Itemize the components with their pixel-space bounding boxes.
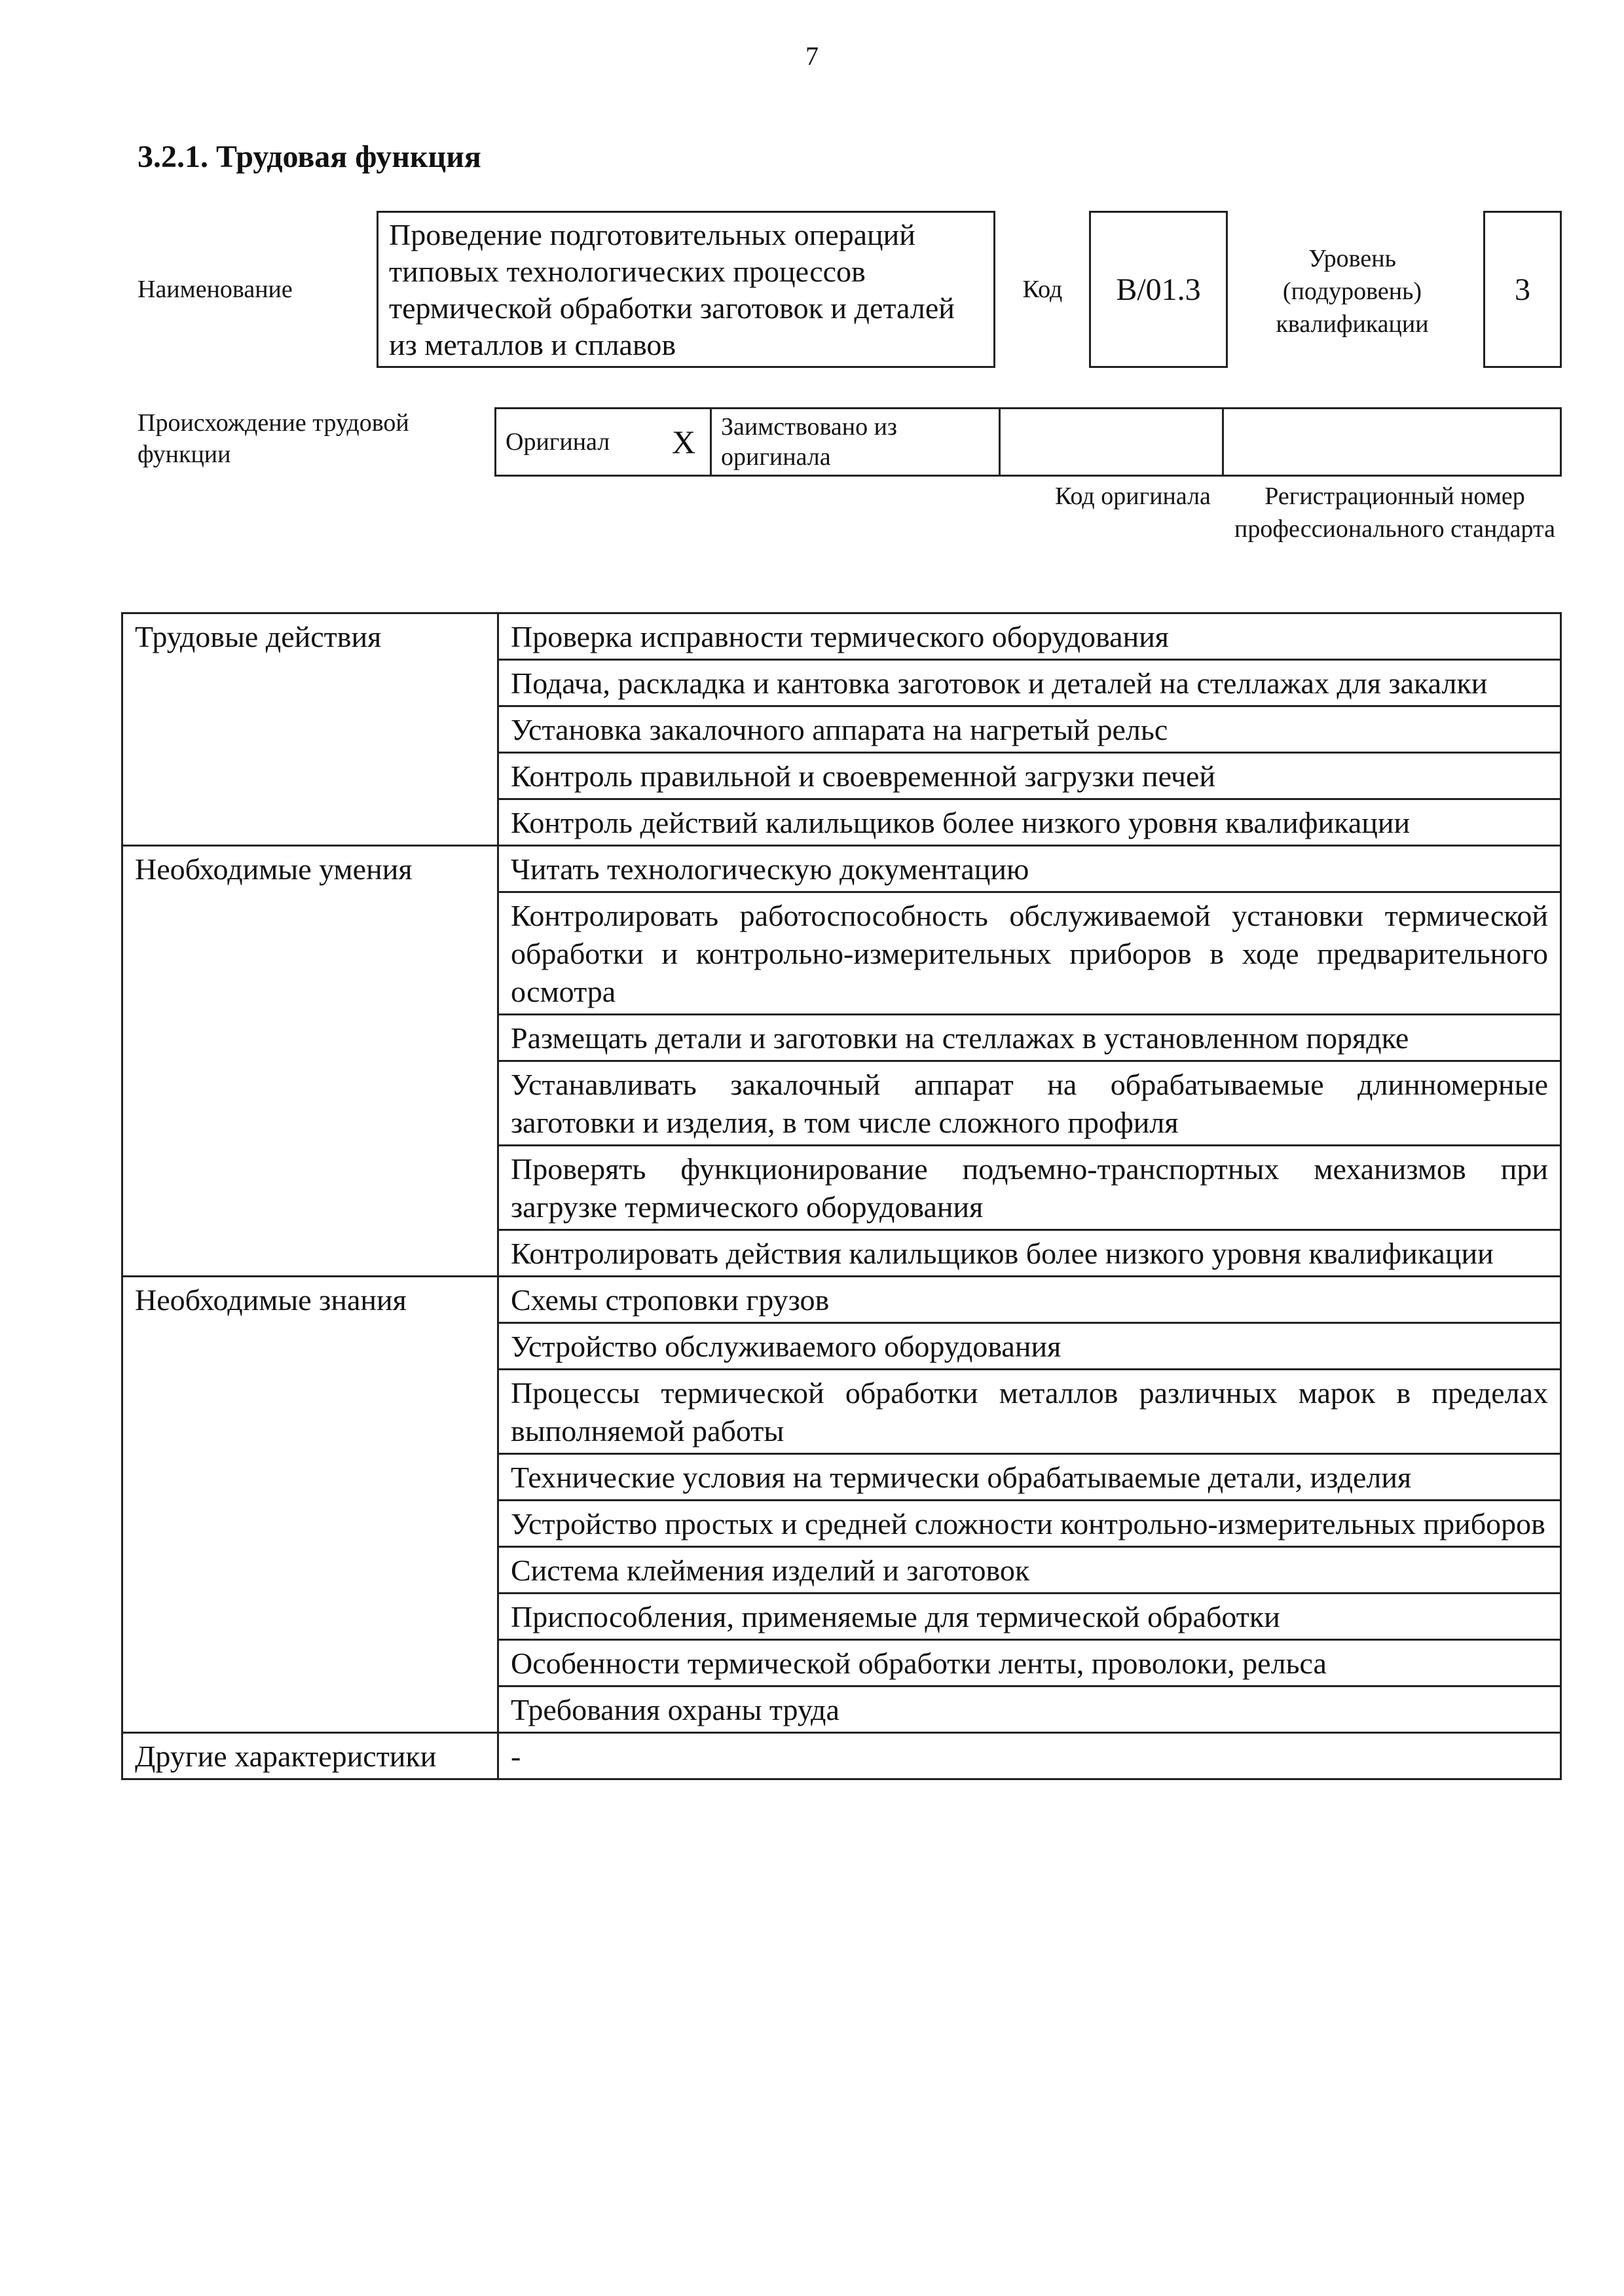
borrowed-label: Заимствовано из оригинала [711,409,1000,476]
code-label: Код [1022,276,1063,303]
list-item: Схемы строповки грузов [498,1277,1561,1323]
list-item: Контроль действий калильщиков более низкого уровня квалификации [498,799,1561,846]
category-labor-actions: Трудовые действия [122,613,498,846]
origin-table [494,407,1562,477]
list-item: Проверка исправности термического оборудования [498,613,1561,660]
table-row [122,1733,1561,1779]
page-number: 7 [805,41,819,71]
function-code-box: B/01.3 [1089,211,1228,368]
list-item: Приспособления, применяемые для термической обработки [498,1594,1561,1640]
list-item: - [498,1733,1561,1779]
original-code-caption: Код оригинала [1055,483,1211,510]
list-item: Устанавливать закалочный аппарат на обрабатываемые длинномерные заготовки и изделия, в том числе сложного профиля [498,1061,1561,1146]
name-label: Наименование [138,276,293,303]
list-item: Система клеймения изделий и заготовок [498,1547,1561,1594]
function-name-box: Проведение подготовительных операций типовых технологических процессов термической обработки заготовок и деталей из металлов и сплавов [377,211,995,368]
list-item: Читать технологическую документацию [498,846,1561,892]
list-item: Устройство обслуживаемого оборудования [498,1323,1561,1370]
list-item: Размещать детали и заготовки на стеллажах в установленном порядке [498,1015,1561,1061]
qualification-level-box: 3 [1483,211,1562,368]
list-item: Контролировать работоспособность обслуживаемой установки термической обработки и контрольно-измерительных приборов в ходе предварительного осмотра [498,892,1561,1015]
table-row [122,1277,1561,1323]
level-label: Уровень (подуровень) квалификации [1276,245,1429,338]
category-required-knowledge: Необходимые знания [122,1277,498,1733]
table-row [122,613,1561,660]
list-item: Технические условия на термически обрабатываемые детали, изделия [498,1454,1561,1501]
table-row [122,846,1561,892]
list-item: Подача, раскладка и кантовка заготовок и деталей на стеллажах для закалки [498,660,1561,706]
list-item: Контролировать действия калильщиков более низкого уровня квалификации [498,1230,1561,1277]
category-required-skills: Необходимые умения [122,846,498,1277]
origin-label: Происхождение трудовой функции [138,409,409,468]
original-code-cell [1000,409,1223,476]
list-item: Проверять функционирование подъемно-транспортных механизмов при загрузке термического оборудования [498,1146,1561,1230]
original-mark: X [657,409,711,476]
labor-function-table [121,612,1562,1780]
list-item: Устройство простых и средней сложности контрольно-измерительных приборов [498,1501,1561,1547]
list-item: Установка закалочного аппарата на нагретый рельс [498,706,1561,753]
list-item: Контроль правильной и своевременной загрузки печей [498,753,1561,799]
original-label: Оригинал [496,409,658,476]
list-item: Особенности термической обработки ленты, проволоки, рельса [498,1640,1561,1686]
list-item: Процессы термической обработки металлов различных марок в пределах выполняемой работы [498,1370,1561,1454]
section-title: 3.2.1. Трудовая функция [138,139,481,174]
reg-number-cell [1223,409,1561,476]
category-other-characteristics: Другие характеристики [122,1733,498,1779]
list-item: Требования охраны труда [498,1686,1561,1733]
reg-number-caption: Регистрационный номер профессионального стандарта [1234,483,1555,543]
